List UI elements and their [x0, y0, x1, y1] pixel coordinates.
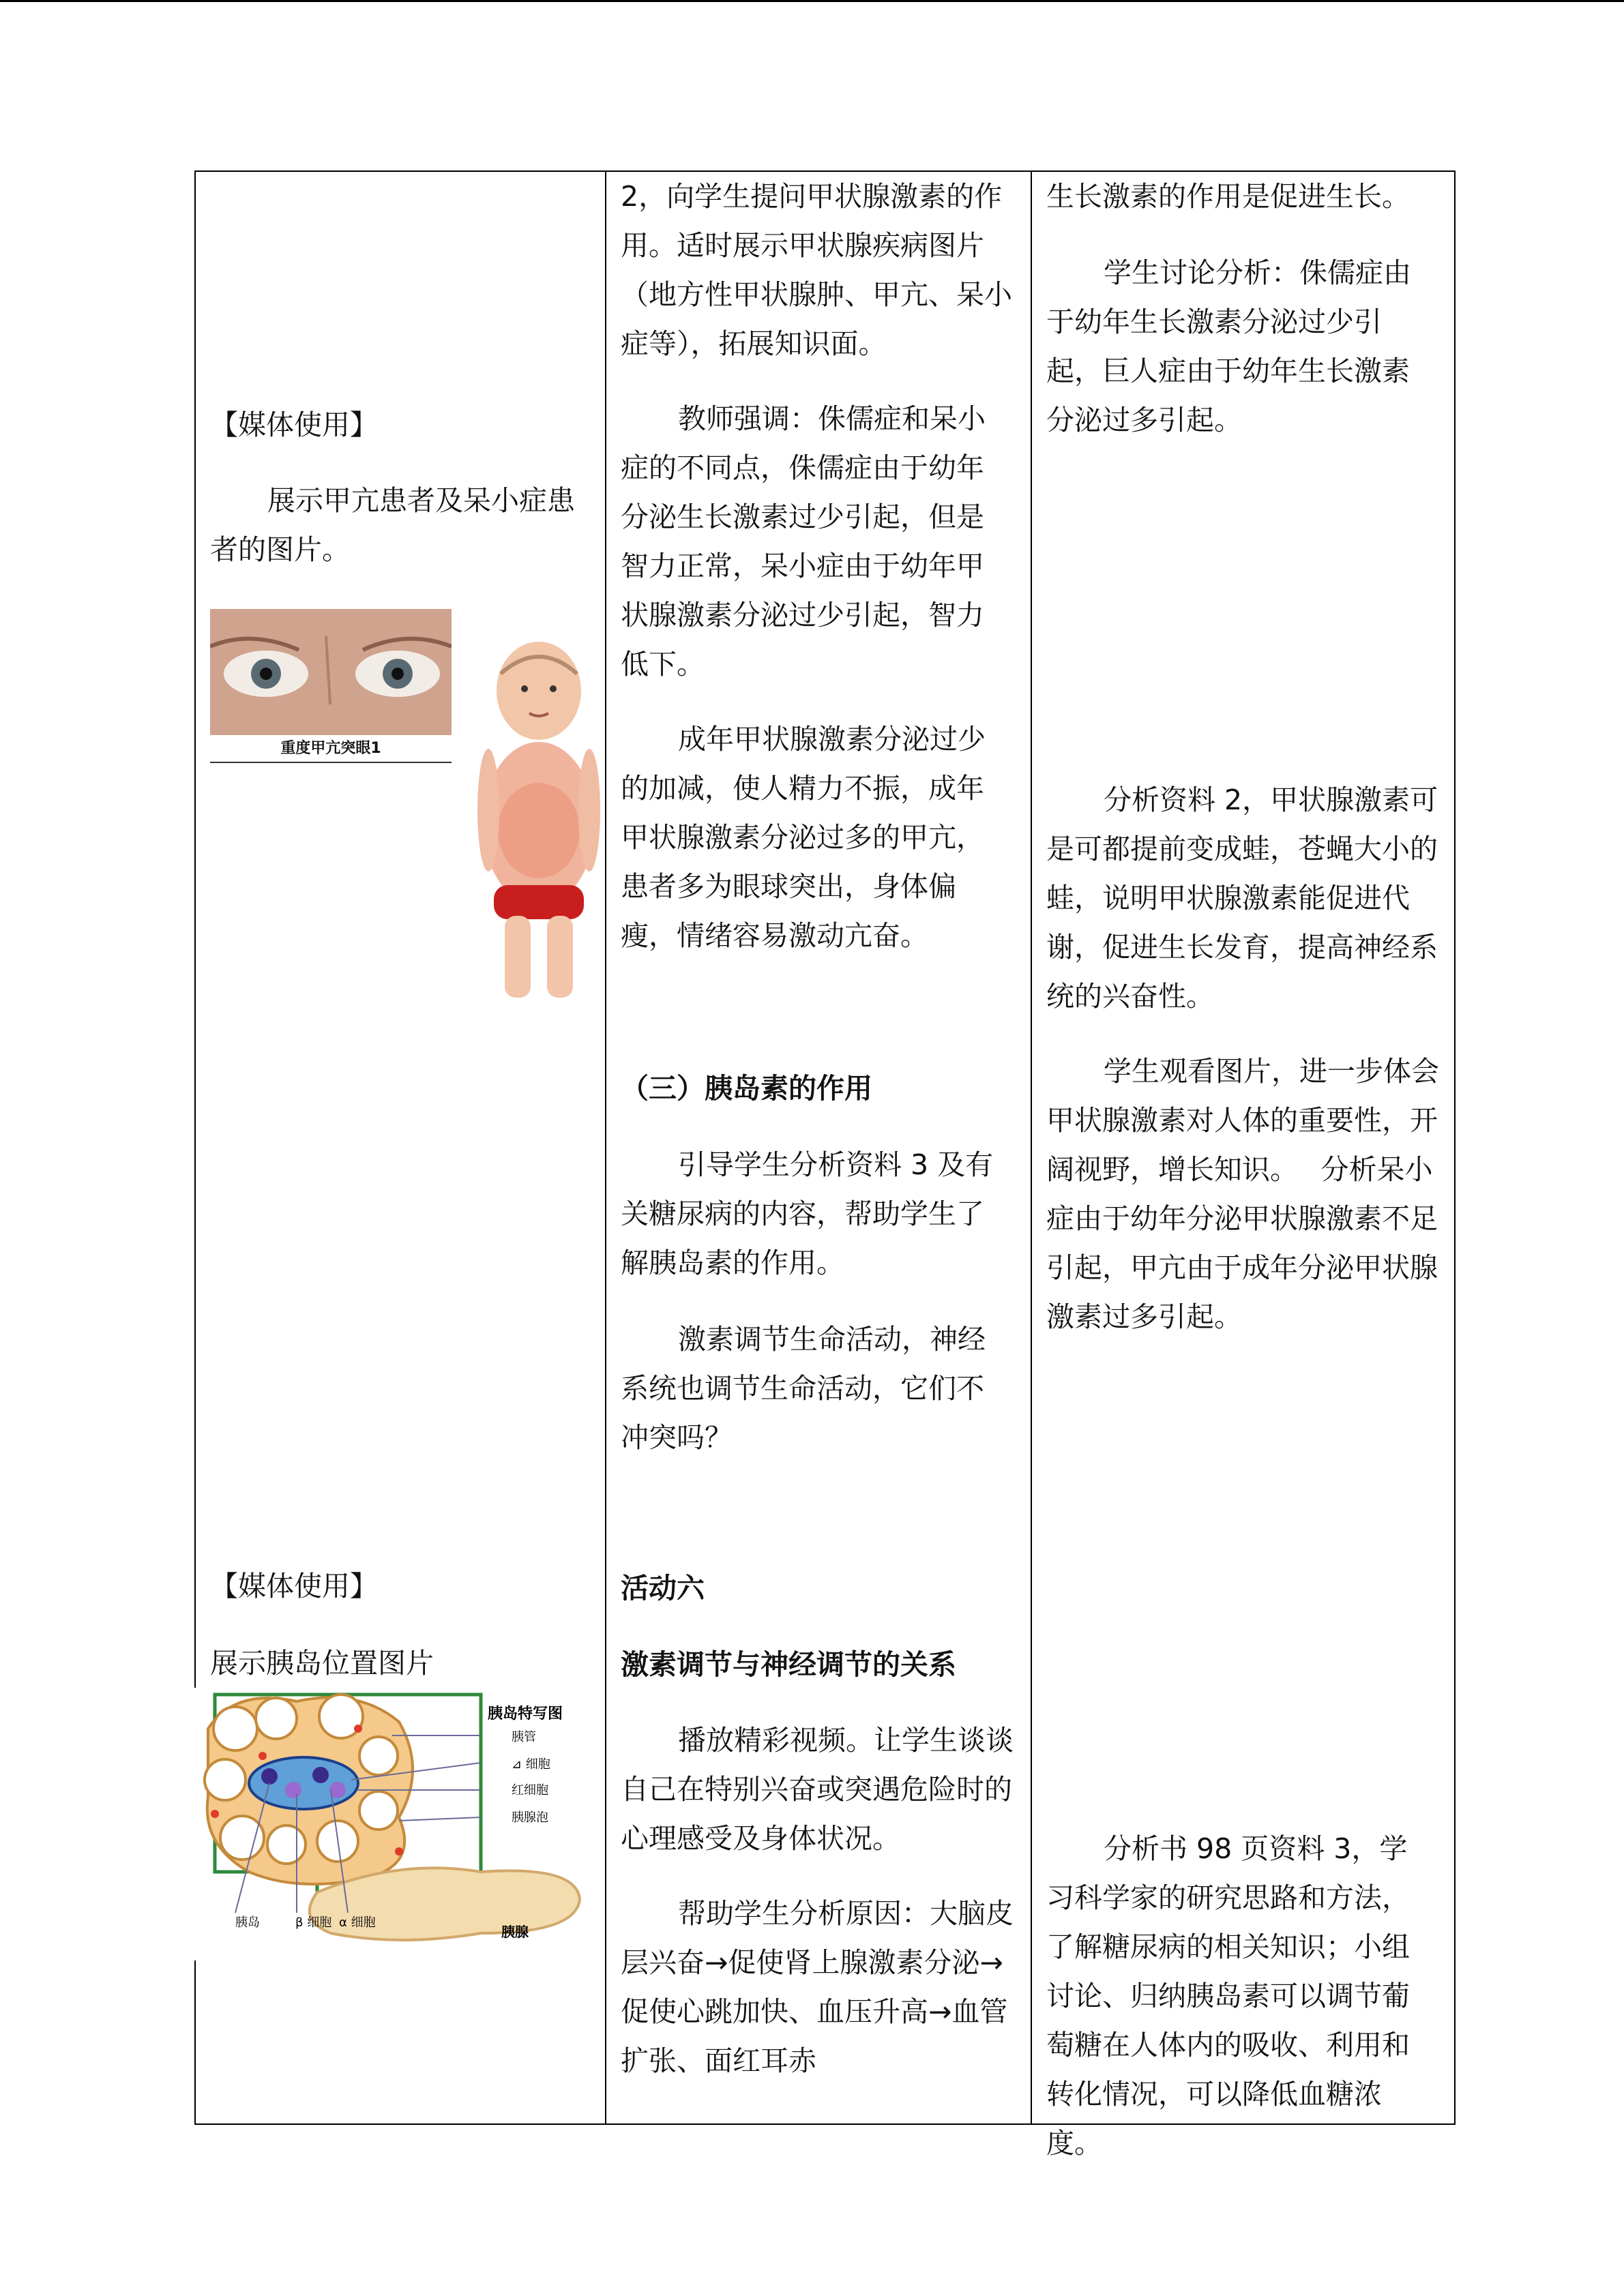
col2-paragraph-6: 播放精彩视频。让学生谈谈自己在特别兴奋或突遇危险时的心理感受及身体状况。	[621, 1724, 1014, 1855]
activity-six-title: 激素调节与神经调节的关系	[621, 1648, 956, 1681]
label-pancreatic-duct: 胰管	[512, 1730, 536, 1744]
label-beta-cell: β 细胞	[295, 1915, 332, 1930]
col2-paragraph-3: 成年甲状腺激素分泌过少的加减，使人精力不振，成年甲状腺激素分泌过多的甲亢，患者多为眼球突出，身体偏瘦，情绪容易激动亢奋。	[621, 723, 986, 952]
column-divider-1	[605, 170, 606, 2125]
col3-paragraph-4-main: 学生观看图片，进一步体会甲状腺激素对人体的重要性，开阔视野，增长知识。	[1046, 1055, 1439, 1186]
pancreas-figure-title: 胰岛特写图	[488, 1705, 563, 1723]
eye-photo	[210, 609, 452, 735]
media-heading-1: 【媒体使用】	[210, 408, 378, 441]
label-red-blood-cell: 红细胞	[512, 1783, 548, 1798]
media-text-1: 展示甲亢患者及呆小症患者的图片。	[210, 484, 575, 566]
col2-paragraph-5: 激素调节生命活动，神经系统也调节生命活动，它们不冲突吗？	[621, 1323, 986, 1454]
label-delta-cell: ⊿ 细胞	[512, 1757, 550, 1772]
media-heading-2: 【媒体使用】	[210, 1570, 378, 1602]
col3-paragraph-3: 分析资料 2，甲状腺激素可是可都提前变成蛙，苍蝇大小的蛙，说明甲状腺激素能促进代谢，促进生长发育，提高神经系统的兴奋性。	[1046, 784, 1438, 1013]
col3-paragraph-1: 生长激素的作用是促进生长。	[1046, 180, 1410, 213]
activity-six-label: 活动六	[621, 1572, 705, 1605]
col2-paragraph-2: 教师强调：侏儒症和呆小症的不同点，侏儒症由于幼年分泌生长激素过少引起，但是智力正常，呆小症由于幼年甲状腺激素分泌过少引起，智力低下。	[621, 402, 986, 681]
child-photo	[473, 626, 604, 1008]
column-divider-2	[1031, 170, 1032, 2125]
col3-paragraph-5: 分析书 98 页资料 3，学习科学家的研究思路和方法，了解糖尿病的相关知识；小组讨论、归纳胰岛素可以调节葡萄糖在人体内的吸收、利用和转化情况，可以降低血糖浓度。	[1046, 1832, 1410, 2160]
label-alpha-cell: α 细胞	[339, 1915, 376, 1930]
label-islet: 胰岛	[235, 1915, 260, 1930]
col2-paragraph-7: 帮助学生分析原因：大脑皮层兴奋→促使肾上腺激素分泌→促使心跳加快、血压升高→血管扩张、面红耳赤	[621, 1897, 1014, 2077]
page-top-rule	[0, 0, 1624, 2]
eye-photo-caption: 重度甲亢突眼1	[210, 735, 452, 762]
col3-paragraph-4-tail: 分析呆小症由于幼年分泌甲状腺激素不足引起，甲亢由于成年分泌甲状腺激素过多引起。	[1046, 1153, 1438, 1333]
pancreas-islet-figure	[194, 1688, 593, 1960]
label-acinus: 胰腺泡	[512, 1810, 548, 1825]
insulin-section-heading: （三）胰岛素的作用	[621, 1072, 872, 1105]
col2-paragraph-1: 2，向学生提问甲状腺激素的作用。适时展示甲状腺疾病图片（地方性甲状腺肿、甲亢、呆小症等），拓展知识面。	[621, 180, 1012, 360]
col2-paragraph-4: 引导学生分析资料 3 及有关糖尿病的内容，帮助学生了解胰岛素的作用。	[621, 1148, 994, 1279]
media-text-2: 展示胰岛位置图片	[210, 1647, 434, 1680]
col3-paragraph-4	[1046, 1047, 1442, 1341]
col3-paragraph-2: 学生讨论分析：侏儒症由于幼年生长激素分泌过少引起，巨人症由于幼年生长激素分泌过多引起。	[1046, 256, 1411, 436]
label-pancreas: 胰腺	[501, 1924, 529, 1940]
caption-underline	[210, 762, 452, 763]
